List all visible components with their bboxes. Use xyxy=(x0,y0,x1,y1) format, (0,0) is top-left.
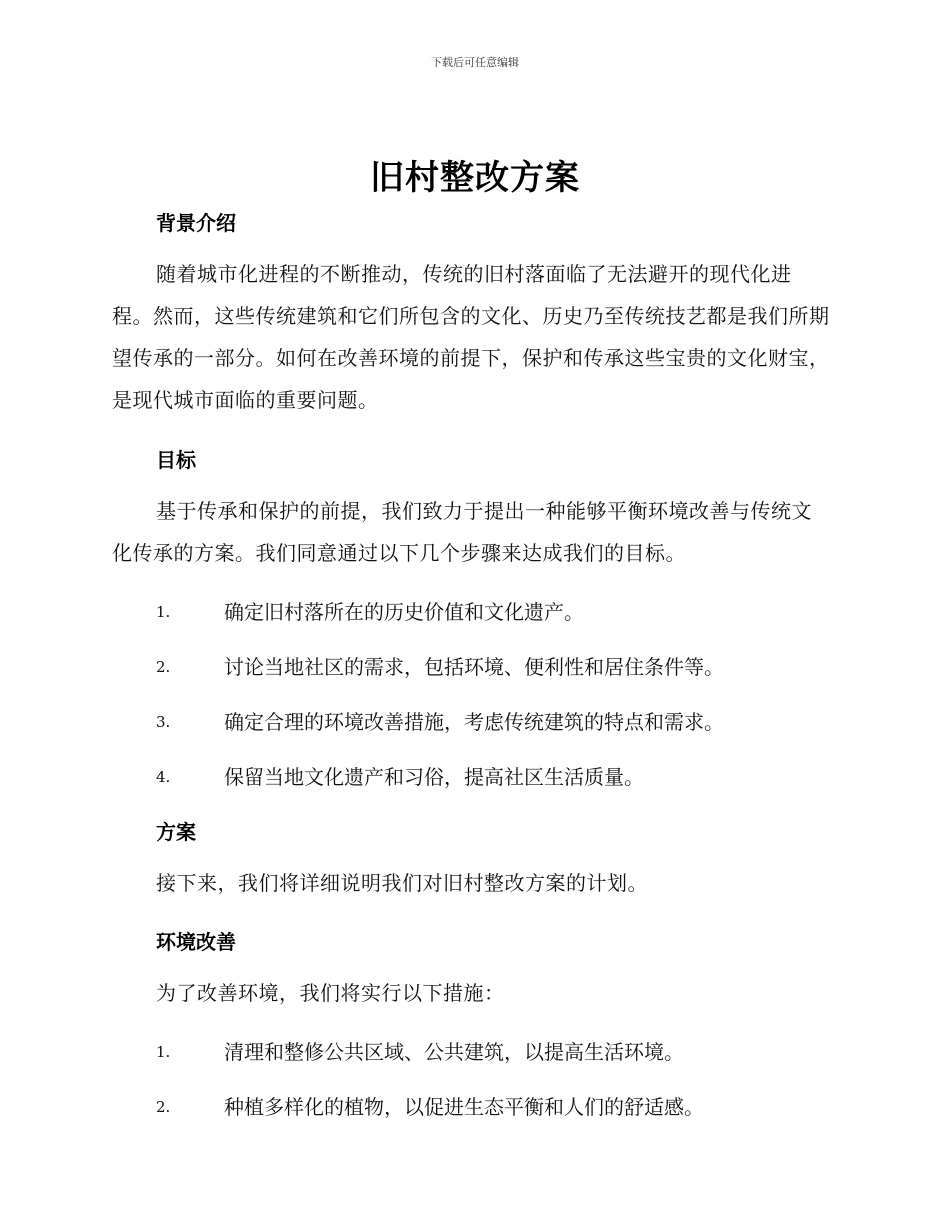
list-number: 3. xyxy=(156,713,171,731)
list-item-text: 讨论当地社区的需求，包括环境、便利性和居住条件等。 xyxy=(224,655,724,679)
list-number: 2. xyxy=(156,658,171,676)
list-number: 1. xyxy=(156,603,171,621)
section-heading-background: 背景介绍 xyxy=(156,211,236,235)
list-number: 2. xyxy=(156,1098,171,1116)
goal-list-item xyxy=(156,706,856,735)
document-title: 旧村整改方案 xyxy=(370,158,580,198)
list-number: 1. xyxy=(156,1043,171,1061)
paragraph-plan: 接下来，我们将详细说明我们对旧村整改方案的计划。 xyxy=(156,871,648,895)
paragraph-background: 随着城市化进程的不断推动，传统的旧村落面临了无法避开的现代化进程。然而，这些传统建筑和它们所包含的文化、历史乃至传统技艺都是我们所期望传承的一部分。如何在改善环境的前提下，保护和传承这些宝贵的文化财宝，是现代城市面临的重要问题。 xyxy=(112,262,830,412)
paragraph-environment: 为了改善环境，我们将实行以下措施： xyxy=(156,981,505,1005)
goal-list-item xyxy=(156,761,856,790)
section-heading-environment: 环境改善 xyxy=(156,930,236,954)
list-item-text: 清理和整修公共区域、公共建筑，以提高生活环境。 xyxy=(224,1040,684,1064)
list-item-text: 保留当地文化遗产和习俗，提高社区生活质量。 xyxy=(224,765,644,789)
section-heading-goal: 目标 xyxy=(156,448,196,472)
paragraph-goal: 基于传承和保护的前提，我们致力于提出一种能够平衡环境改善与传统文化传承的方案。我们同意通过以下几个步骤来达成我们的目标。 xyxy=(112,499,812,565)
list-item-text: 确定旧村落所在的历史价值和文化遗产。 xyxy=(224,600,584,624)
header-note: 下载后可任意编辑 xyxy=(431,56,519,69)
section-heading-plan: 方案 xyxy=(156,820,196,844)
goal-list-item xyxy=(156,596,856,625)
list-item-text: 种植多样化的植物，以促进生态平衡和人们的舒适感。 xyxy=(224,1095,704,1119)
environment-list-item xyxy=(156,1036,856,1065)
list-item-text: 确定合理的环境改善措施，考虑传统建筑的特点和需求。 xyxy=(224,710,724,734)
list-number: 4. xyxy=(156,768,171,786)
goal-list-item xyxy=(156,651,856,680)
environment-list-item xyxy=(156,1091,856,1120)
